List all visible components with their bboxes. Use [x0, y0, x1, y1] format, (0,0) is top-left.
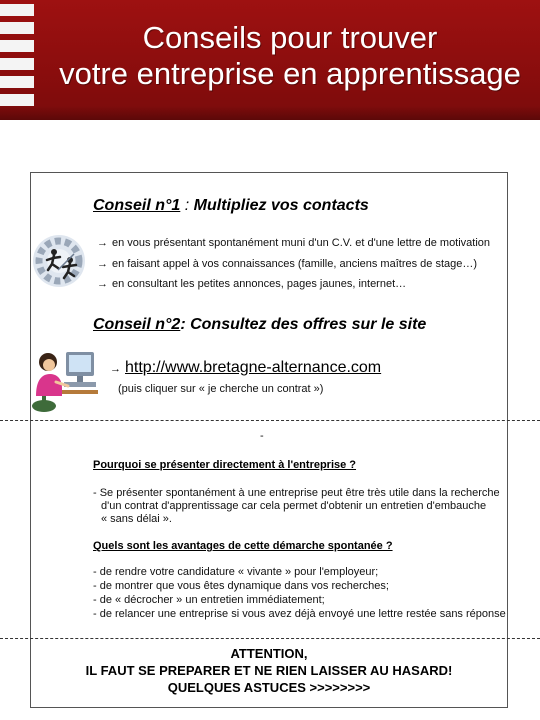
dashed-separator-top	[0, 420, 540, 421]
attention-line-3: QUELQUES ASTUCES >>>>>>>>	[167, 680, 371, 695]
header-banner	[0, 0, 540, 120]
arrow-right-icon: →	[97, 237, 108, 249]
gear-people-clipart-icon	[28, 230, 90, 292]
conseil2-title: : Consultez des offres sur le site	[180, 316, 427, 333]
conseil1-title: Multipliez vos contacts	[193, 197, 369, 214]
conseil1-bullet-3: → en consultant les petites annonces, pages jaunes, internet…	[97, 278, 407, 290]
section2-line-2: - de montrer que vous êtes dynamique dans vos recherches;	[93, 580, 389, 592]
conseil1-bullet-1: → en vous présentant spontanément muni d'un C.V. et d'une lettre de motivation	[97, 237, 491, 249]
conseil1-heading	[93, 197, 369, 215]
conseil1-separator: :	[180, 197, 194, 214]
bretagne-alternance-link[interactable]: http://www.bretagne-alternance.com	[125, 359, 382, 376]
page-title-line1: Conseils pour trouver	[142, 20, 438, 55]
section1-line-3: « sans délai ».	[101, 513, 172, 525]
arrow-right-icon: →	[97, 278, 108, 290]
section1-heading: Pourquoi se présenter directement à l'entreprise ?	[93, 459, 357, 471]
content-frame	[30, 172, 508, 708]
page-title	[30, 20, 540, 92]
conseil2-link-row	[110, 359, 381, 377]
woman-computer-clipart-icon	[28, 346, 98, 416]
conseil1-label: Conseil n°1	[93, 197, 181, 214]
conseil2-note: (puis cliquer sur « je cherche un contrat »)	[118, 383, 324, 395]
section1-line-1: - Se présenter spontanément à une entreprise peut être très utile dans la recherche	[93, 487, 500, 499]
dashed-separator-bottom	[0, 638, 540, 639]
film-strip-decoration	[0, 0, 34, 120]
conseil2-label: Conseil n°2	[93, 316, 181, 333]
attention-footer	[30, 645, 508, 696]
section2-line-1: - de rendre votre candidature « vivante » pour l'employeur;	[93, 566, 379, 578]
separator-mark: -	[260, 430, 264, 442]
page-title-line2: votre entreprise en apprentissage	[59, 56, 521, 91]
conseil2-heading	[93, 316, 426, 334]
arrow-right-icon: →	[97, 258, 108, 270]
section2-line-3: - de « décrocher » un entretien immédiatement;	[93, 594, 325, 606]
section2-line-4: - de relancer une entreprise si vous avez déjà envoyé une lettre restée sans réponse	[93, 608, 506, 620]
arrow-right-icon: →	[110, 363, 121, 375]
section1-line-2: d'un contrat d'apprentissage car cela permet d'obtenir un entretien d'embauche	[101, 500, 487, 512]
section2-heading: Quels sont les avantages de cette démarche spontanée ?	[93, 540, 393, 552]
conseil1-bullet-2: → en faisant appel à vos connaissances (famille, anciens maîtres de stage…)	[97, 258, 478, 270]
attention-line-1: ATTENTION,	[230, 646, 308, 661]
attention-line-2: IL FAUT SE PREPARER ET NE RIEN LAISSER AU HASARD!	[85, 663, 453, 678]
